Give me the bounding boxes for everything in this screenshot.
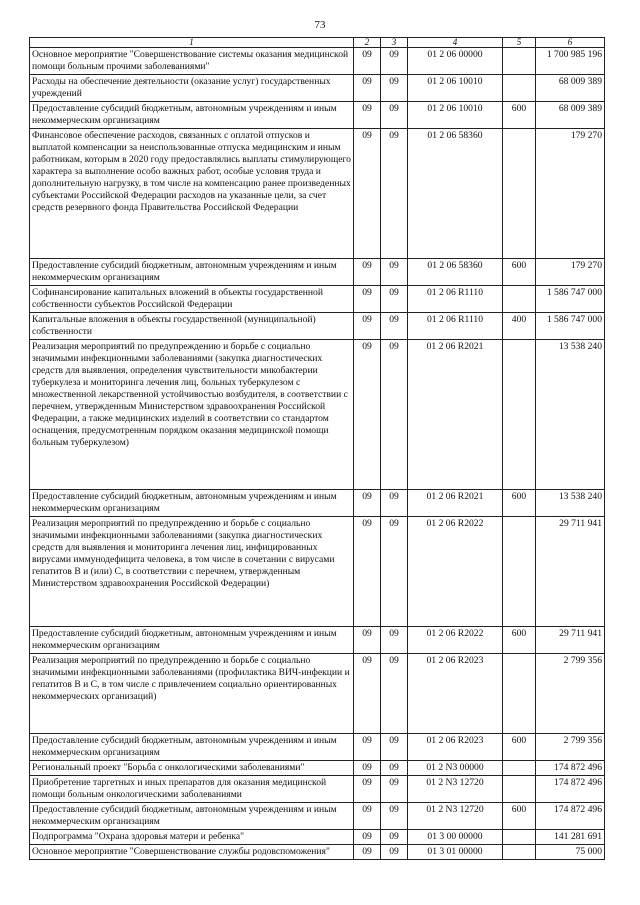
expense-type-code-cell	[503, 48, 536, 75]
section-code-cell: 09	[354, 286, 381, 313]
section-code-cell: 09	[354, 517, 381, 627]
subsection-code-cell: 09	[381, 490, 408, 517]
column-number-row	[30, 38, 605, 48]
amount-cell: 174 872 496	[536, 776, 605, 803]
table-row	[30, 761, 605, 776]
page-number: 73	[314, 19, 326, 31]
amount-cell: 2 799 356	[536, 654, 605, 734]
table-row	[30, 776, 605, 803]
expense-type-code-cell: 600	[503, 490, 536, 517]
table-row	[30, 340, 605, 490]
table-row	[30, 654, 605, 734]
amount-cell: 179 270	[536, 259, 605, 286]
target-article-code-cell: 01 2 06 R2023	[408, 654, 503, 734]
expense-type-code-cell: 600	[503, 627, 536, 654]
target-article-code-cell: 01 2 06 R2021	[408, 340, 503, 490]
amount-cell: 2 799 356	[536, 734, 605, 761]
expense-type-code-cell	[503, 286, 536, 313]
expense-type-code-cell	[503, 517, 536, 627]
section-code-cell: 09	[354, 340, 381, 490]
amount-cell: 75 000	[536, 845, 605, 860]
table-row	[30, 129, 605, 259]
subsection-code-cell: 09	[381, 627, 408, 654]
section-code-cell: 09	[354, 803, 381, 830]
section-code-cell: 09	[354, 761, 381, 776]
target-article-code-cell: 01 2 06 R1110	[408, 313, 503, 340]
target-article-code-cell: 01 2 N3 12720	[408, 803, 503, 830]
column-header: 3	[381, 38, 408, 48]
column-header: 1	[30, 38, 354, 48]
subsection-code-cell: 09	[381, 313, 408, 340]
target-article-code-cell: 01 2 06 58360	[408, 129, 503, 259]
section-code-cell: 09	[354, 776, 381, 803]
amount-cell: 29 711 941	[536, 627, 605, 654]
target-article-code-cell: 01 2 06 R2021	[408, 490, 503, 517]
amount-cell: 13 538 240	[536, 340, 605, 490]
table-row	[30, 490, 605, 517]
amount-cell: 141 281 691	[536, 830, 605, 845]
column-header: 5	[503, 38, 536, 48]
target-article-code-cell: 01 2 06 R2022	[408, 627, 503, 654]
expense-type-code-cell	[503, 340, 536, 490]
item-name-cell: Расходы на обеспечение деятельности (оказание услуг) государственных учреждений	[30, 75, 354, 102]
section-code-cell: 09	[354, 129, 381, 259]
item-name-cell: Основное мероприятие "Совершенствование службы родовспоможения"	[30, 845, 354, 860]
item-name-cell: Реализация мероприятий по предупреждению и борьбе с социально значимыми инфекционными заболеваниями (закупка диагностических средств для выявления, определения чувствительности микобактерии туберкулеза и мониторинга лечения лиц, больных туберкулезом с множественной лекарственной устойчивостью возбудителя, в соответствии с перечнем, утвержденным Министерством здравоохранения Российской Федерации, а также медицинских изделий в соответствии со стандартом оснащения, предусмотренным порядком оказания медицинской помощи больным туберкулезом)	[30, 340, 354, 490]
item-name-cell: Предоставление субсидий бюджетным, автономным учреждениям и иным некоммерческим организациям	[30, 627, 354, 654]
subsection-code-cell: 09	[381, 654, 408, 734]
expense-type-code-cell	[503, 830, 536, 845]
target-article-code-cell: 01 2 N3 00000	[408, 761, 503, 776]
subsection-code-cell: 09	[381, 830, 408, 845]
expense-type-code-cell: 600	[503, 734, 536, 761]
table-row	[30, 845, 605, 860]
amount-cell: 68 009 389	[536, 102, 605, 129]
subsection-code-cell: 09	[381, 259, 408, 286]
target-article-code-cell: 01 3 01 00000	[408, 845, 503, 860]
target-article-code-cell: 01 2 06 10010	[408, 75, 503, 102]
item-name-cell: Предоставление субсидий бюджетным, автономным учреждениям и иным некоммерческим организациям	[30, 803, 354, 830]
amount-cell: 1 700 985 196	[536, 48, 605, 75]
expense-type-code-cell	[503, 75, 536, 102]
expense-type-code-cell	[503, 776, 536, 803]
item-name-cell: Предоставление субсидий бюджетным, автономным учреждениям и иным некоммерческим организациям	[30, 490, 354, 517]
subsection-code-cell: 09	[381, 845, 408, 860]
item-name-cell: Предоставление субсидий бюджетным, автономным учреждениям и иным некоммерческим организациям	[30, 102, 354, 129]
column-header: 6	[536, 38, 605, 48]
item-name-cell: Предоставление субсидий бюджетным, автономным учреждениям и иным некоммерческим организациям	[30, 734, 354, 761]
table-row	[30, 803, 605, 830]
subsection-code-cell: 09	[381, 734, 408, 761]
amount-cell: 179 270	[536, 129, 605, 259]
table-row	[30, 830, 605, 845]
expense-type-code-cell: 400	[503, 313, 536, 340]
target-article-code-cell: 01 2 N3 12720	[408, 776, 503, 803]
subsection-code-cell: 09	[381, 761, 408, 776]
table-row	[30, 259, 605, 286]
target-article-code-cell: 01 2 06 R2022	[408, 517, 503, 627]
subsection-code-cell: 09	[381, 129, 408, 259]
table-row	[30, 286, 605, 313]
table-row	[30, 48, 605, 75]
expense-type-code-cell	[503, 761, 536, 776]
amount-cell: 68 009 389	[536, 75, 605, 102]
amount-cell: 1 586 747 000	[536, 286, 605, 313]
amount-cell: 29 711 941	[536, 517, 605, 627]
amount-cell: 174 872 496	[536, 761, 605, 776]
budget-table	[29, 37, 605, 860]
item-name-cell: Капитальные вложения в объекты государственной (муниципальной) собственности	[30, 313, 354, 340]
item-name-cell: Реализация мероприятий по предупреждению и борьбе с социально значимыми инфекционными заболеваниями (закупка диагностических средств для выявления и мониторинга лечения лиц, инфицированных вирусами иммунодефицита человека, в том числе в сочетании с вирусами гепатитов B и (или) C, в соответствии с перечнем, утвержденным Министерством здравоохранения Российской Федерации)	[30, 517, 354, 627]
section-code-cell: 09	[354, 102, 381, 129]
table-row	[30, 517, 605, 627]
item-name-cell: Подпрограмма "Охрана здоровья матери и ребенка"	[30, 830, 354, 845]
section-code-cell: 09	[354, 627, 381, 654]
section-code-cell: 09	[354, 75, 381, 102]
item-name-cell: Региональный проект "Борьба с онкологическими заболеваниями"	[30, 761, 354, 776]
table-row	[30, 627, 605, 654]
item-name-cell: Финансовое обеспечение расходов, связанных с оплатой отпусков и выплатой компенсации за неиспользованные отпуска медицинским и иным работникам, которым в 2020 году предоставлялись выплаты стимулирующего характера за выполнение особо важных работ, особые условия труда и дополнительную нагрузку, в том числе на компенсацию ранее произведенных субъектами Российской Федерации расходов на указанные цели, за счет средств резервного фонда Правительства Российской Федерации	[30, 129, 354, 259]
section-code-cell: 09	[354, 48, 381, 75]
subsection-code-cell: 09	[381, 776, 408, 803]
target-article-code-cell: 01 2 06 R1110	[408, 286, 503, 313]
item-name-cell: Реализация мероприятий по предупреждению и борьбе с социально значимыми инфекционными заболеваниями (профилактика ВИЧ-инфекции и гепатитов B и C, в том числе с привлечением социально ориентированных некоммерческих организаций)	[30, 654, 354, 734]
section-code-cell: 09	[354, 845, 381, 860]
section-code-cell: 09	[354, 490, 381, 517]
subsection-code-cell: 09	[381, 286, 408, 313]
subsection-code-cell: 09	[381, 102, 408, 129]
item-name-cell: Предоставление субсидий бюджетным, автономным учреждениям и иным некоммерческим организациям	[30, 259, 354, 286]
table-row	[30, 75, 605, 102]
subsection-code-cell: 09	[381, 803, 408, 830]
subsection-code-cell: 09	[381, 48, 408, 75]
subsection-code-cell: 09	[381, 75, 408, 102]
amount-cell: 174 872 496	[536, 803, 605, 830]
section-code-cell: 09	[354, 830, 381, 845]
subsection-code-cell: 09	[381, 340, 408, 490]
section-code-cell: 09	[354, 734, 381, 761]
table-row	[30, 102, 605, 129]
target-article-code-cell: 01 2 06 58360	[408, 259, 503, 286]
expense-type-code-cell	[503, 129, 536, 259]
expense-type-code-cell: 600	[503, 803, 536, 830]
expense-type-code-cell: 600	[503, 102, 536, 129]
subsection-code-cell: 09	[381, 517, 408, 627]
column-header: 2	[354, 38, 381, 48]
budget-table-body	[30, 48, 605, 860]
expense-type-code-cell	[503, 845, 536, 860]
item-name-cell: Основное мероприятие "Совершенствование системы оказания медицинской помощи больным прочими заболеваниями"	[30, 48, 354, 75]
amount-cell: 1 586 747 000	[536, 313, 605, 340]
amount-cell: 13 538 240	[536, 490, 605, 517]
expense-type-code-cell	[503, 654, 536, 734]
section-code-cell: 09	[354, 259, 381, 286]
table-row	[30, 313, 605, 340]
target-article-code-cell: 01 2 06 10010	[408, 102, 503, 129]
section-code-cell: 09	[354, 654, 381, 734]
expense-type-code-cell: 600	[503, 259, 536, 286]
item-name-cell: Приобретение таргетных и иных препаратов для оказания медицинской помощи больным онкологическими заболеваниями	[30, 776, 354, 803]
column-header: 4	[408, 38, 503, 48]
table-row	[30, 734, 605, 761]
target-article-code-cell: 01 2 06 00000	[408, 48, 503, 75]
target-article-code-cell: 01 3 00 00000	[408, 830, 503, 845]
item-name-cell: Софинансирование капитальных вложений в объекты государственной собственности субъектов Российской Федерации	[30, 286, 354, 313]
section-code-cell: 09	[354, 313, 381, 340]
target-article-code-cell: 01 2 06 R2023	[408, 734, 503, 761]
